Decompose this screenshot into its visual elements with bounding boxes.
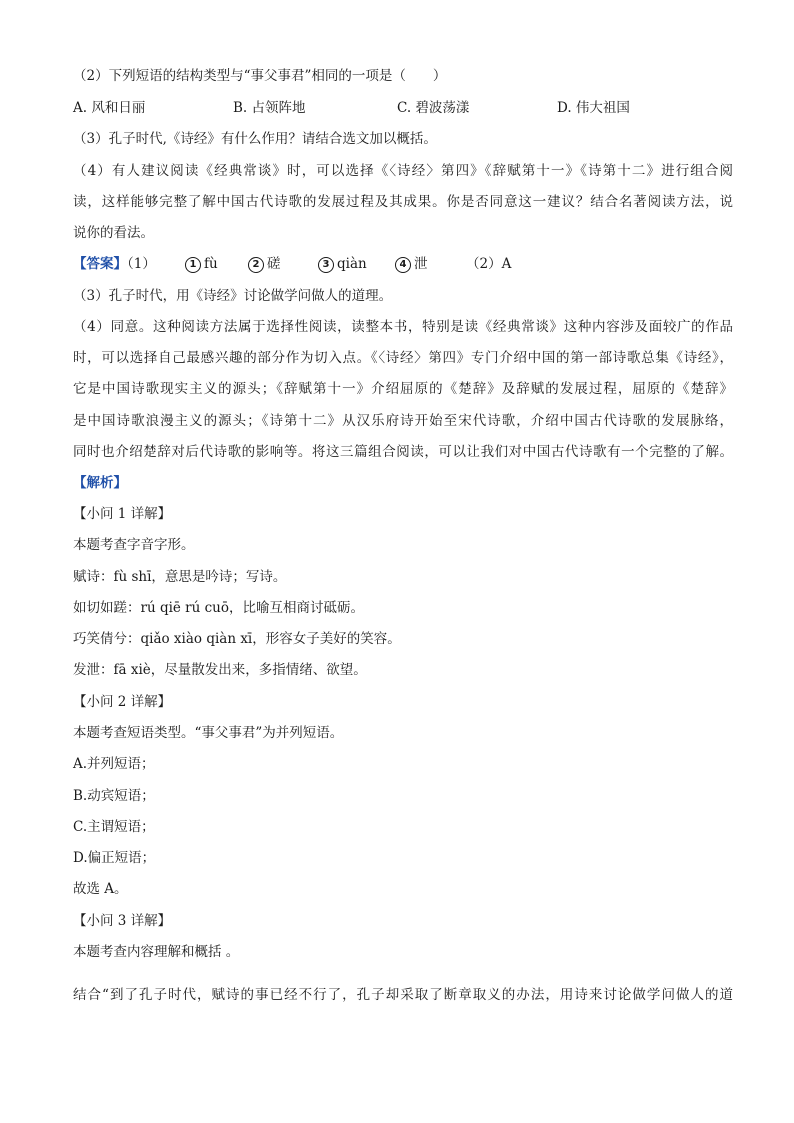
sub-question-2-conclusion: 故选 A。 [73,881,128,897]
question-2-option-d: D. 伟大祖国 [557,100,630,116]
sub-question-3-text: 结合“到了孔子时代，赋诗的事已经不行了，孔子却采取了断章取义的办法，用诗来讨论做学问做人的道 [73,987,733,1003]
sub-question-1-item: 巧笑倩兮：qiǎo xiào qiàn xī，形容女子美好的笑容。 [73,631,401,647]
answer-tag: 【答案】 [73,256,127,272]
question-4-line-2: 读，这样能够完整了解中国古代诗歌的发展过程及其成果。你是否同意这一建议？结合名著阅读方法，说 [73,194,733,210]
sub-question-2-intro: 本题考查短语类型。“事父事君”为并列短语。 [73,725,344,741]
answer-q1-label: （1） [127,256,156,272]
sub-question-2-item: D.偏正短语； [73,850,156,866]
question-2-option-b: B. 占领阵地 [233,100,306,116]
question-4-line-1: （4）有人建议阅读《经典常谈》时，可以选择《〈诗经〉第四》《辞赋第十一》《诗第十二》进行组合阅 [73,163,733,179]
circled-number: 3 [318,257,334,273]
answer-item-4 [395,254,428,274]
circled-number: 2 [248,257,264,273]
sub-question-3-intro: 本题考查内容理解和概括 。 [73,944,240,960]
question-4-line-3: 说你的看法。 [73,225,154,241]
answer-item-3 [318,254,367,274]
answer-item-text: 磋 [267,256,281,272]
sub-question-1-intro: 本题考查字音字形。 [73,537,195,553]
answer-q4-line-2: 时，可以选择自己最感兴趣的部分作为切入点。《〈诗经〉第四》专门介绍中国的第一部诗歌总集《诗经》， [73,350,733,366]
answer-item-text: fù [204,256,218,272]
sub-question-2-heading: 【小问 2 详解】 [73,694,172,710]
question-2-option-a: A. 风和日丽 [73,100,146,116]
sub-question-1-item: 如切如蹉：rú qiē rú cuō，比喻互相商讨砥砺。 [73,600,365,616]
sub-question-1-heading: 【小问 1 详解】 [73,506,172,522]
sub-question-1-item: 发泄：fā xiè，尽量散发出来，多指情绪、欲望。 [73,662,367,678]
sub-question-2-item: A.并列短语； [73,756,155,772]
question-2-option-c: C. 碧波荡漾 [397,100,470,116]
answer-q4-line-1: （4）同意。这种阅读方法属于选择性阅读，读整本书，特别是读《经典常谈》这种内容涉及面较广的作品 [73,319,733,335]
answer-item-2 [248,254,281,274]
answer-q4-line-5: 同时也介绍楚辞对后代诗歌的影响等。将这三篇组合阅读，可以让我们对中国古代诗歌有一个完整的了解。 [73,444,733,460]
sub-question-1-item: 赋诗：fù shī，意思是吟诗；写诗。 [73,569,287,585]
answer-item-text: qiàn [337,256,367,272]
answer-item-1 [185,254,218,274]
answer-q3: （3）孔子时代，用《诗经》讨论做学问做人的道理。 [73,288,393,304]
sub-question-2-item: B.动宾短语； [73,788,155,804]
answer-item-text: 泄 [414,256,428,272]
answer-q2: （2）A [466,256,512,272]
analysis-tag: 【解析】 [73,475,127,491]
question-2-stem: （2）下列短语的结构类型与“事父事君”相同的一项是（ ） [73,68,447,84]
answer-row [73,254,156,274]
answer-q4-line-4: 是中国诗歌浪漫主义的源头；《诗第十二》从汉乐府诗开始至宋代诗歌，介绍中国古代诗歌的发展脉络， [73,413,733,429]
sub-question-2-item: C.主谓短语； [73,819,155,835]
question-3: （3）孔子时代,《诗经》有什么作用？请结合选文加以概括。 [73,131,437,147]
sub-question-3-heading: 【小问 3 详解】 [73,913,172,929]
answer-q4-line-3: 它是中国诗歌现实主义的源头；《辞赋第十一》介绍屈原的《楚辞》及辞赋的发展过程，屈原的《楚辞》 [73,381,733,397]
circled-number: 1 [185,257,201,273]
circled-number: 4 [395,257,411,273]
